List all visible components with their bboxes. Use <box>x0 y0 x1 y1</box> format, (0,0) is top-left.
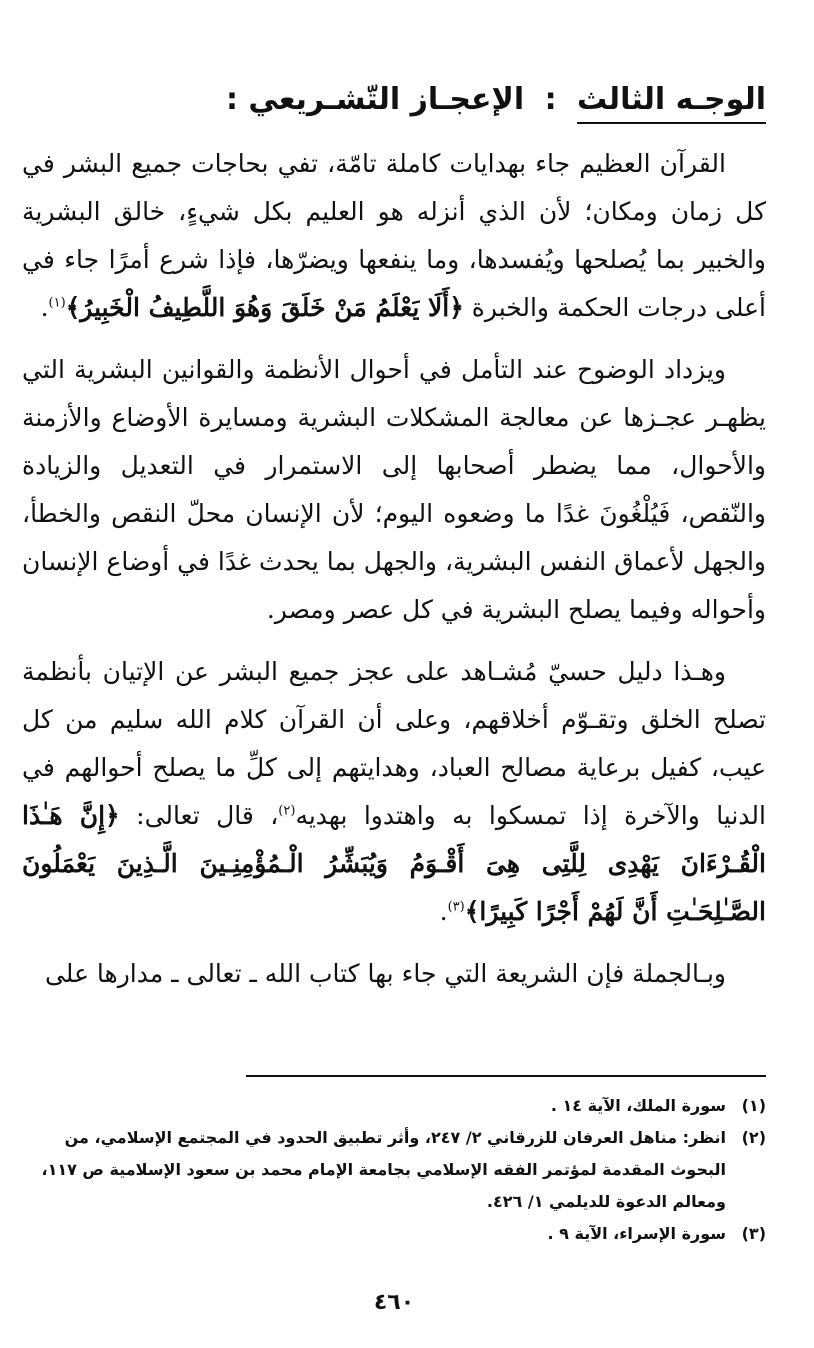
quran-verse: ﴿إِنَّ هَـٰذَا الْقُـرْءَانَ يَهْدِى لِلَّتِى هِىَ أَقْـوَمُ وَيُبَشِّرُ الْـمُؤْمِنِـينَ الَّـذِينَ يَعْمَلُونَ الصَّـٰلِحَـٰتِ أَنَّ لَهُمْ أَجْرًا كَبِيرًا﴾ <box>22 801 766 926</box>
punctuation: . <box>40 293 49 322</box>
footnote-ref: (١) <box>48 295 66 311</box>
paragraph-4 <box>22 950 766 998</box>
heading-colon: : <box>544 82 557 117</box>
paragraph-text: ويزداد الوضوح عند التأمل في أحوال الأنظمة والقوانين البشرية التي يظهـر عجـزها عن معالجة المشكلات البشرية ومسايرة الأوضاع والأزمنة والأحوال، مما يضطر أصحابها إلى الاستمرار في التعديل والزيادة والنّقص، فَيُلْغُونَ غدًا ما وضعوه اليوم؛ لأن الإنسان محلّ النقص والخطأ، والجهل لأعماق النفس البشرية، والجهل بما يحدث غدًا في أوضاع الإنسان وأحواله وفيما يصلح البشرية في كل عصر ومصر. <box>22 355 766 624</box>
footnote-number: (١) <box>741 1096 766 1115</box>
footnote-text: انظر: مناهل العرفان للزرقاني ٢/ ٢٤٧، وأثر تطبيق الحدود في المجتمع الإسلامي، من البحوث المقدمة لمؤتمر الفقه الإسلامي بجامعة الإمام محمد بن سعود الإسلامية ص ١١٧، ومعالم الدعوة للديلمي ١/ ٤٢٦. <box>41 1128 726 1211</box>
paragraph-1 <box>22 140 766 332</box>
paragraph-text: القرآن العظيم جاء بهدايات كاملة تامّة، تفي بحاجات جميع البشر في كل زمان ومكان؛ لأن الذي أنزله هو العليم بكل شيءٍ، خالق البشرية والخبير بما يُصلحها ويُفسدها، وما ينفعها ويضرّها، فإذا شرع أمرًا جاء في أعلى درجات الحكمة والخبرة <box>22 149 766 322</box>
body-text <box>22 140 766 1012</box>
footnote-3 <box>22 1218 766 1250</box>
paragraph-text: وهـذا دليل حسيّ مُشـاهد على عجز جميع البشر عن الإتيان بأنظمة تصلح الخلق وتقـوّم أخلاقهم، وعلى أن القرآن كلام الله سليم من كل عيب، كفيل برعاية مصالح العباد، وهدايتهم إلى كلِّ ما يصلح أحوالهم في الدنيا والآخرة إذا تمسكوا به واهتدوا بهديه <box>22 657 766 830</box>
paragraph-2 <box>22 346 766 634</box>
footnote-text: سورة الإسراء، الآية ٩ . <box>547 1224 726 1243</box>
section-heading <box>22 76 766 124</box>
footnote-2 <box>22 1122 766 1218</box>
paragraph-text-continued: ، قال تعالى: <box>136 801 279 830</box>
footnote-ref: (٣) <box>447 899 465 915</box>
heading-title: الإعجـاز التّشـريعي : <box>225 82 525 117</box>
footnote-number: (٣) <box>741 1224 766 1243</box>
quran-verse: ﴿أَلَا يَعْلَمُ مَنْ خَلَقَ وَهُوَ اللَّطِيفُ الْخَبِيرُ﴾ <box>65 293 464 322</box>
footnote-1 <box>22 1090 766 1122</box>
footnote-text: سورة الملك، الآية ١٤ . <box>550 1096 726 1115</box>
paragraph-text: وبـالجملة فإن الشريعة التي جاء بها كتاب الله ـ تعالى ـ مدارها على <box>44 959 726 988</box>
footnote-divider <box>246 1075 766 1077</box>
heading-label: الوجـه الثالث <box>577 78 766 124</box>
book-page <box>22 0 766 1348</box>
footnote-ref: (٢) <box>278 803 296 819</box>
page-number: ٤٦٠ <box>373 1290 415 1315</box>
footnotes <box>22 1090 766 1250</box>
punctuation: . <box>439 897 448 926</box>
footnote-number: (٢) <box>741 1128 766 1147</box>
paragraph-3 <box>22 648 766 936</box>
